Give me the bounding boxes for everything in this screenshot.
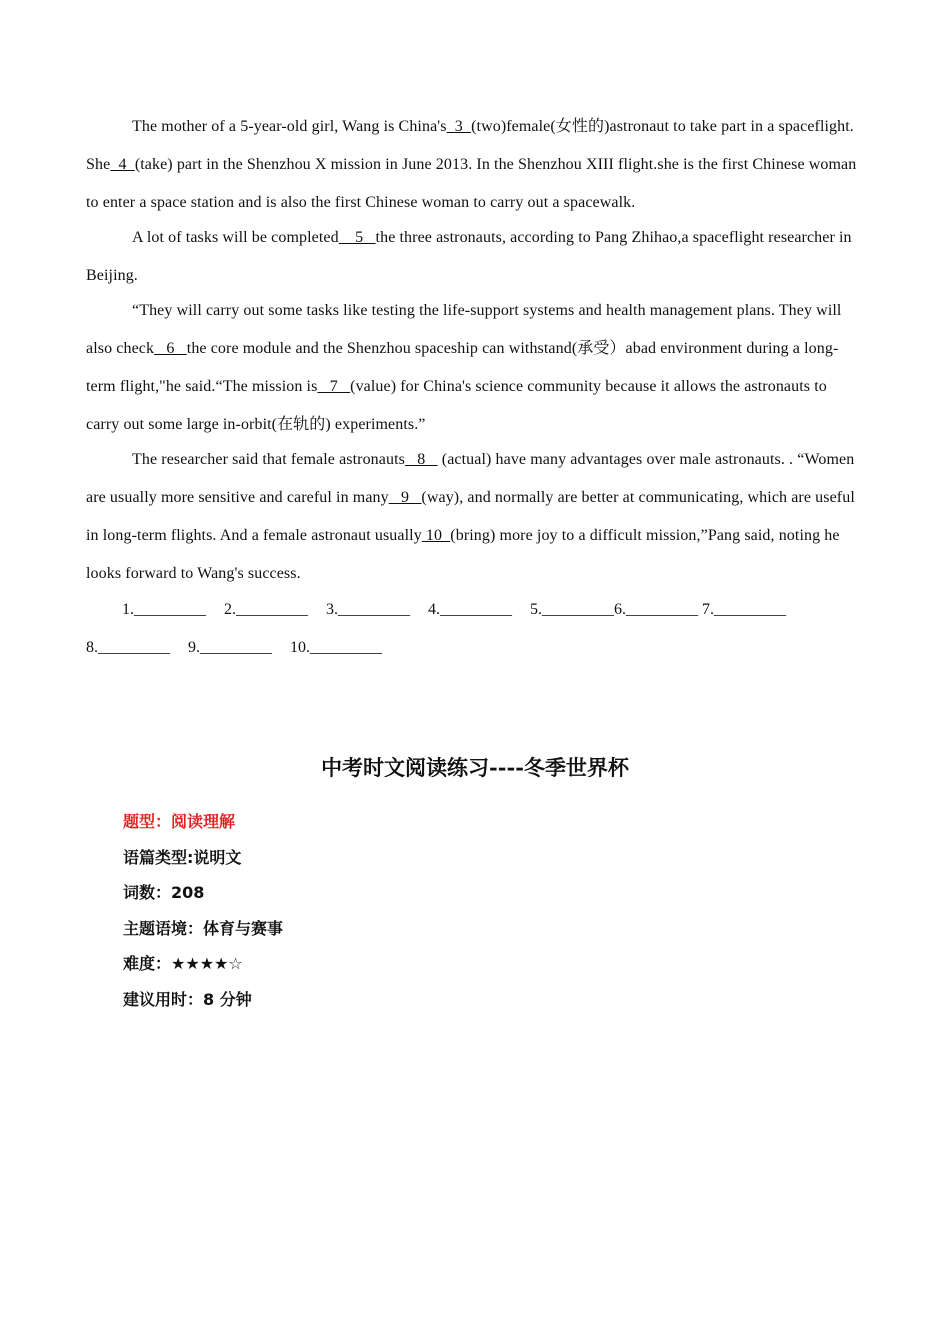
text-run: (way), and normally are better at communicating, which are useful in long-term flights. And a female astronaut usually (86, 489, 855, 544)
answer-line-4: 4._________ (428, 601, 512, 618)
answer-line-10: 10._________ (290, 639, 382, 656)
suggested-time-label: 建议用时：8 分钟 (123, 989, 252, 1009)
answer-line-3: 3._________ (326, 601, 410, 618)
blank-4: 4 (110, 156, 135, 173)
paragraph-4 (86, 441, 864, 593)
text-run: the three astronauts, according to Pang Zhihao,a spaceflight researcher in Beijing. (86, 229, 852, 284)
question-type-label: 题型：阅读理解 (123, 812, 236, 831)
blank-10: 10 (421, 527, 451, 544)
answer-line-6: 6._________ (614, 601, 698, 618)
word-count-label: 词数：208 (123, 883, 205, 902)
blank-9: 9 (388, 489, 422, 506)
text-run: “They will carry out some tasks like testing the life-support systems and health management plans. They will also check (86, 302, 842, 357)
answer-line-2: 2._________ (224, 601, 308, 618)
paragraph-3 (86, 292, 864, 444)
text-run: The mother of a 5-year-old girl, Wang is China's (132, 118, 447, 135)
text-run: A lot of tasks will be completed (132, 229, 339, 246)
blank-3: 3 (446, 118, 472, 135)
text-genre-label: 语篇类型:说明文 (123, 847, 242, 867)
text-run: (take) part in the Shenzhou X mission in June 2013. In the Shenzhou XIII flight.she is the first Chinese woman to enter a space station and is also the first Chinese woman to carry out a spacewalk. (86, 156, 857, 211)
reading-passage (86, 108, 864, 667)
blank-7: 7 (317, 378, 351, 395)
text-run: (two)female(女性的)astronaut to take part in a spaceflight. She (86, 118, 854, 173)
answer-line-7: 7._________ (702, 601, 786, 618)
answer-line-1: 1._________ (122, 601, 206, 618)
paragraph-1 (86, 108, 864, 222)
text-run: (bring) more joy to a difficult mission,”Pang said, noting he looks forward to Wang's success. (86, 527, 840, 582)
theme-context-label: 主题语境：体育与赛事 (123, 918, 284, 938)
answer-row-2 (86, 629, 864, 667)
blank-8: 8 (404, 451, 438, 468)
section-title: 中考时文阅读练习----冬季世界杯 (321, 755, 629, 780)
answer-line-9: 9._________ (188, 639, 272, 656)
text-run: the core module and the Shenzhou spaceship can withstand(承受）abad environment during a long-term flight,"he said.“The mission is (86, 340, 839, 395)
exercise-info (123, 810, 283, 1023)
blank-6: 6 (154, 340, 187, 357)
answer-row-1 (86, 591, 864, 629)
paragraph-2 (86, 219, 864, 295)
text-run: The researcher said that female astronauts (132, 451, 405, 468)
answer-line-5: 5._________ (530, 601, 614, 618)
text-run: (value) for China's science community because it allows the astronauts to carry out some large in-orbit(在轨的) experiments.” (86, 378, 827, 433)
blank-5: 5 (338, 229, 376, 246)
text-run: (actual) have many advantages over male astronauts. . “Women are usually more sensitive and careful in many (86, 451, 855, 506)
difficulty-rating: 难度：★★★★☆ (123, 954, 243, 973)
answer-line-8: 8._________ (86, 639, 170, 656)
answer-lines (86, 591, 864, 667)
